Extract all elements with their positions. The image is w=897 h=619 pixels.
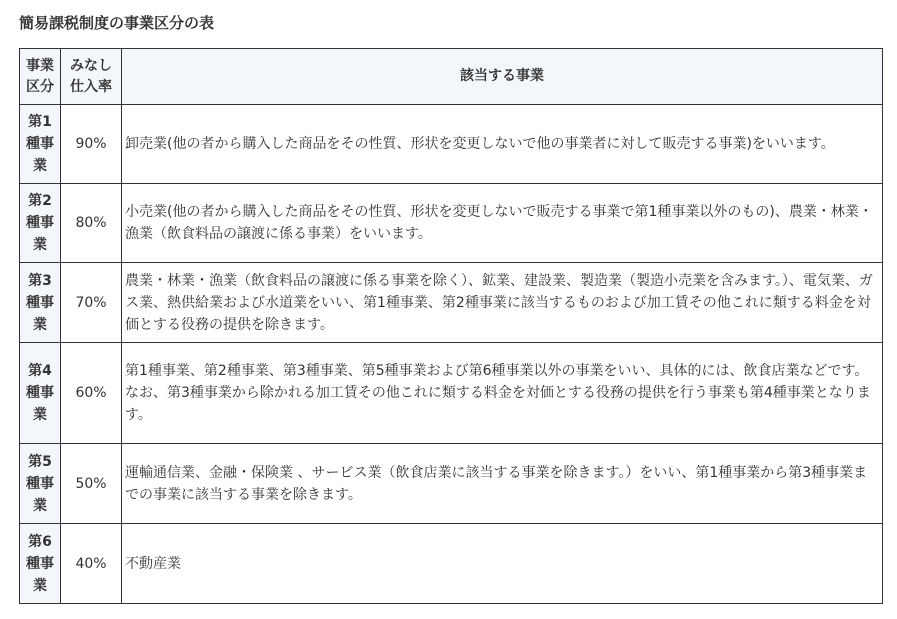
table-row: [20, 343, 883, 444]
category-line: 第6: [28, 533, 52, 550]
header-category: [20, 49, 61, 105]
header-category-line: 区分: [26, 78, 54, 95]
header-rate-line: 仕入率: [70, 78, 112, 95]
category-cell: [20, 524, 61, 604]
description-text: 卸売業(他の者から購入した商品をその性質、形状を変更しないで他の事業者に対して販売する事業)をいいます。: [125, 136, 835, 152]
rate-cell: 40%: [61, 524, 122, 604]
category-line: 業: [33, 158, 47, 174]
category-line: 業: [33, 237, 47, 253]
category-line: 業: [33, 497, 47, 514]
category-cell: [20, 263, 61, 343]
category-cell: [20, 184, 61, 263]
category-line: 業: [33, 316, 47, 333]
table-row: [20, 444, 883, 524]
category-line: 種事: [26, 215, 54, 231]
description-cell: [122, 343, 883, 444]
category-line: 業: [33, 407, 47, 423]
category-line: 種事: [26, 555, 54, 572]
rate-cell: 50%: [61, 444, 122, 524]
rate-cell: 60%: [61, 343, 122, 444]
table-row: [20, 105, 883, 184]
description-text: 不動産業: [125, 555, 181, 572]
header-rate-line: みなし: [70, 57, 112, 74]
header-business: 該当する事業: [122, 49, 883, 105]
description-text: 第1種事業、第2種事業、第3種事業、第5種事業および第6種事業以外の事業をいい、具体的には、飲食店業などです。: [125, 363, 869, 379]
category-line: 種事: [26, 385, 54, 401]
table-row: [20, 263, 883, 343]
description-text: 運輸通信業、金融・保険業 、サービス業（飲食店業に該当する事業を除きます。）をいい、第1種事業から第3種事業までの事業に該当する事業を除きます。: [125, 464, 868, 503]
description-cell: [122, 184, 883, 263]
category-line: 業: [33, 577, 47, 594]
header-category-line: 事業: [26, 57, 54, 74]
description-cell: [122, 105, 883, 184]
description-text: なお、第3種事業から除かれる加工賃その他これに類する料金を対価とする役務の提供を行う事業も第4種事業となります。: [125, 385, 871, 423]
header-rate: [61, 49, 122, 105]
category-line: 第4: [28, 363, 52, 379]
category-line: 第2: [28, 193, 52, 209]
category-cell: [20, 444, 61, 524]
category-line: 種事: [26, 475, 54, 492]
description-cell: [122, 524, 883, 604]
rate-cell: 70%: [61, 263, 122, 343]
rate-cell: 90%: [61, 105, 122, 184]
description-cell: [122, 263, 883, 343]
table-row: [20, 524, 883, 604]
rate-cell: 80%: [61, 184, 122, 263]
header-row: [20, 49, 883, 105]
category-line: 第5: [28, 453, 52, 470]
description-text: 小売業(他の者から購入した商品をその性質、形状を変更しないで販売する事業で第1種事業以外のもの)、農業・林業・漁業（飲食料品の譲渡に係る事業）をいいます。: [125, 204, 873, 242]
category-cell: [20, 343, 61, 444]
category-line: 第1: [28, 114, 52, 130]
page-title: 簡易課税制度の事業区分の表: [19, 14, 215, 32]
business-category-table: [19, 48, 883, 604]
table-row: [20, 184, 883, 263]
category-line: 種事: [26, 294, 54, 311]
category-line: 種事: [26, 136, 54, 152]
description-text: 農業・林業・漁業（飲食料品の譲渡に係る事業を除く）、鉱業、建設業、製造業（製造小売業を含みます。）、電気業、ガス業、熱供給業および水道業をいい、第1種事業、第2種事業に該当するものおよび加工賃その他これに類する料金を対価とする役務の提供を除きます。: [125, 272, 873, 333]
category-line: 第3: [28, 272, 52, 289]
category-cell: [20, 105, 61, 184]
description-cell: [122, 444, 883, 524]
